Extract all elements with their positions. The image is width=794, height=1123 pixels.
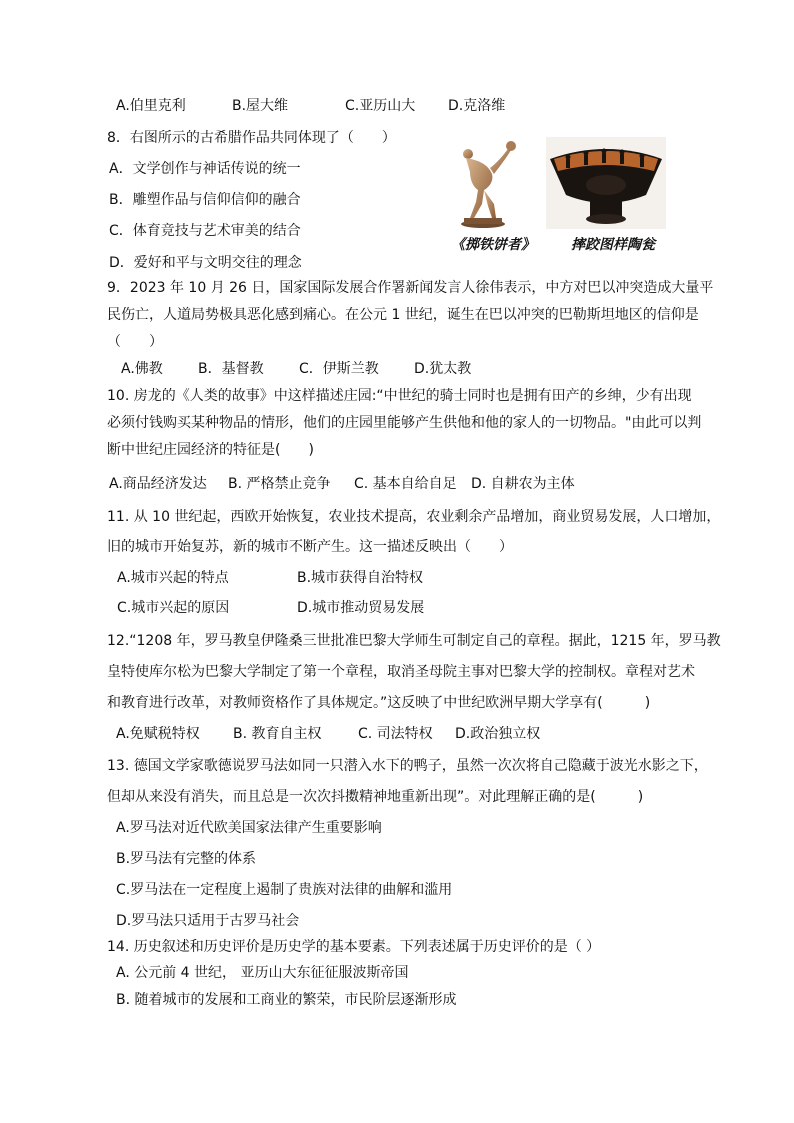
q11-option-d: D.城市推动贸易发展 (297, 600, 425, 616)
q8-option-d: D．爱好和平与文明交往的理念 (109, 255, 302, 271)
wrestling-pottery-image (546, 137, 666, 229)
q14-option-b: B. 随着城市的发展和工商业的繁荣，市民阶层逐渐形成 (116, 992, 457, 1008)
q8-option-b: B．雕塑作品与信仰信仰的融合 (109, 192, 301, 208)
q11-option-c: C.城市兴起的原因 (117, 600, 230, 616)
q13-line-1: 13. 德国文学家歌德说罗马法如同一只潜入水下的鸭子，虽然一次次将自己隐藏于波光水影之下， (107, 758, 708, 774)
q12-option-c: C. 司法特权 (358, 726, 433, 742)
q9-option-d: D.犹太教 (414, 361, 472, 377)
q12-line-3: 和教育进行改革，对教师资格作了具体规定。”这反映了中世纪欧洲早期大学享有( ) (107, 695, 651, 711)
q10-option-b: B. 严格禁止竞争 (228, 476, 331, 492)
q9-line-3: （ ） (107, 334, 163, 350)
q7-option-a: A.伯里克利 (116, 98, 186, 114)
q13-option-c: C.罗马法在一定程度上遏制了贵族对法律的曲解和滥用 (116, 882, 453, 898)
q8-option-c: C．体育竞技与艺术审美的结合 (109, 223, 301, 239)
q12-option-d: D.政治独立权 (455, 726, 541, 742)
q7-option-c: C.亚历山大 (345, 98, 416, 114)
q9-option-a: A.佛教 (121, 361, 163, 377)
q13-option-d: D.罗马法只适用于古罗马社会 (116, 913, 300, 929)
q11-option-b: B.城市获得自治特权 (297, 570, 424, 586)
q12-line-2: 皇特使库尔松为巴黎大学制定了第一个章程，取消圣母院主事对巴黎大学的控制权。章程对艺术 (107, 664, 695, 680)
q13-option-b: B.罗马法有完整的体系 (116, 851, 257, 867)
caption-pottery: 摔跤图样陶瓮 (571, 237, 655, 253)
q9-line-1: 9．2023 年 10 月 26 日，国家国际发展合作署新闻发言人徐伟表示，中方对巴以冲突造成大量平 (107, 280, 714, 296)
caption-discobolus: 《掷铁饼者》 (451, 237, 535, 253)
q10-option-a: A.商品经济发达 (109, 476, 207, 492)
q12-option-a: A.免赋税特权 (116, 726, 200, 742)
q14-option-a: A. 公元前 4 世纪， 亚历山大东征征服波斯帝国 (116, 965, 409, 981)
q10-line-1: 10. 房龙的《人类的故事》中这样描述庄园:“中世纪的骑士同时也是拥有田产的乡绅，少有出现 (107, 388, 692, 404)
q7-option-d: D.克洛维 (448, 98, 506, 114)
q10-option-c: C. 基本自给自足 (354, 476, 457, 492)
q12-line-1: 12.“1208 年，罗马教皇伊隆桑三世批准巴黎大学师生可制定自己的章程。据此，1215 年，罗马教 (107, 633, 721, 649)
q10-option-d: D. 自耕农为主体 (471, 476, 575, 492)
q9-line-2: 民伤亡，人道局势极具恶化感到痛心。在公元 1 世纪，诞生在巴以冲突的巴勒斯坦地区的信仰是 (107, 307, 699, 323)
q9-option-b: B．基督教 (198, 361, 264, 377)
q14-line-1: 14. 历史叙述和历史评价是历史学的基本要素。下列表述属于历史评价的是（ ） (107, 939, 601, 955)
q10-line-2: 必须付钱购买某种物品的情形，他们的庄园里能够产生供他和他的家人的一切物品。"由此可以判 (107, 415, 702, 431)
q8-stem: 8．右图所示的古希腊作品共同体现了（ ） (107, 130, 396, 146)
q13-option-a: A.罗马法对近代欧美国家法律产生重要影响 (116, 820, 382, 836)
q9-option-c: C．伊斯兰教 (299, 361, 379, 377)
discobolus-statue-image (448, 138, 520, 230)
q11-line-1: 11. 从 10 世纪起，西欧开始恢复，农业技术提高，农业剩余产品增加，商业贸易发展，人口增加， (107, 509, 721, 525)
q12-option-b: B. 教育自主权 (233, 726, 322, 742)
q13-line-2: 但却从来没有消失，而且总是一次次抖擞精神地重新出现”。对此理解正确的是( ) (107, 789, 644, 805)
q11-line-2: 旧的城市开始复苏，新的城市不断产生。这一描述反映出（ ） (107, 539, 513, 555)
q7-option-b: B.屋大维 (232, 98, 289, 114)
q10-line-3: 断中世纪庄园经济的特征是( ) (107, 442, 314, 458)
q8-option-a: A．文学创作与神话传说的统一 (109, 161, 301, 177)
q11-option-a: A.城市兴起的特点 (117, 570, 229, 586)
